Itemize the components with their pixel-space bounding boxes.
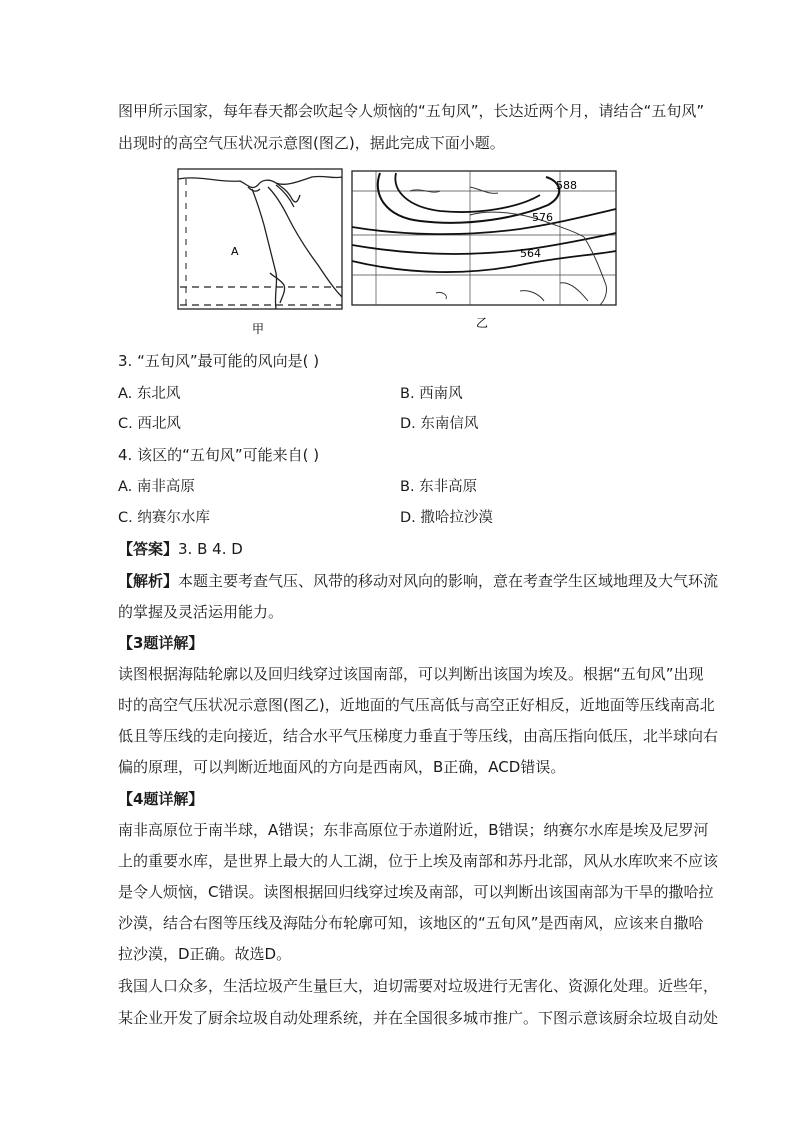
question-4-option-b: B. 东非高原 (400, 479, 478, 495)
detail-4-line-5: 拉沙漠，D正确。故选D。 (118, 945, 292, 963)
map-b-caption: 乙 (476, 316, 489, 330)
detail-3-line-2: 时的高空气压状况示意图(图乙)，近地面的气压高低与高空正好相反，近地面等压线南高北 (118, 696, 715, 714)
detail-4-heading: 【4题详解】 (118, 790, 204, 808)
figure-maps (0, 165, 794, 335)
detail-4-line-4: 沙漠，结合右图等压线及海陆分布轮廓可知，该地区的“五旬风”是西南风，应该来自撒哈 (118, 914, 704, 932)
map-egypt (178, 169, 342, 309)
analysis-label: 【解析】 (118, 572, 179, 590)
answer-line (118, 539, 243, 559)
detail-4-line-2: 上的重要水库，是世界上最大的人工湖，位于上埃及南部和苏丹北部，风从水库吹来不应该 (118, 852, 719, 870)
next-passage-line-2: 某企业开发了厨余垃圾自动处理系统，并在全国很多城市推广。下图示意该厨余垃圾自动处 (118, 1009, 719, 1027)
detail-3-heading: 【3题详解】 (118, 634, 204, 652)
answer-text: 3. B 4. D (178, 540, 243, 558)
isobar-label-564: 564 (520, 247, 541, 260)
next-passage-line-1: 我国人口众多，生活垃圾产生量巨大，迫切需要对垃圾进行无害化、资源化处理。近些年， (118, 977, 719, 995)
analysis-line-1 (118, 571, 718, 591)
detail-3-line-4: 偏的原理，可以判断近地面风的方向是西南风，B正确，ACD错误。 (118, 758, 566, 776)
intro-line-2: 出现时的高空气压状况示意图(图乙)，据此完成下面小题。 (118, 134, 505, 152)
isobar-label-588: 588 (556, 179, 577, 192)
question-4-option-d: D. 撒哈拉沙漠 (400, 510, 493, 526)
detail-3-line-1: 读图根据海陆轮廓以及回归线穿过该国南部，可以判断出该国为埃及。根据“五旬风”出现 (118, 665, 704, 683)
map-a-caption: 甲 (252, 322, 265, 335)
intro-line-1: 图甲所示国家，每年春天都会吹起令人烦恼的“五旬风”，长达近两个月，请结合“五旬风” (118, 102, 705, 120)
detail-4-line-1: 南非高原位于南半球，A错误；东非高原位于赤道附近，B错误；纳赛尔水库是埃及尼罗河 (118, 821, 709, 839)
map-a-region-label: A (231, 245, 239, 258)
answer-label: 【答案】 (118, 540, 179, 558)
question-4-option-a: A. 南非高原 (118, 479, 195, 495)
question-3-stem: 3. “五旬风”最可能的风向是( ) (118, 352, 320, 370)
detail-3-line-3: 低且等压线的走向接近，结合水平气压梯度力垂直于等压线，由高压指向低压，北半球向右 (118, 727, 719, 745)
question-3-option-b: B. 西南风 (400, 386, 463, 402)
question-4-stem: 4. 该区的“五旬风”可能来自( ) (118, 446, 320, 464)
question-4-option-c: C. 纳赛尔水库 (118, 510, 210, 526)
detail-4-line-3: 是令人烦恼，C错误。读图根据回归线穿过埃及南部，可以判断出该国南部为干旱的撒哈拉 (118, 883, 714, 901)
question-3-option-a: A. 东北风 (118, 386, 181, 402)
question-3-option-c: C. 西北风 (118, 416, 181, 432)
question-3-option-d: D. 东南信风 (400, 416, 479, 432)
isobar-label-576: 576 (532, 211, 553, 224)
analysis-text-1: 本题主要考查气压、风带的移动对风向的影响，意在考查学生区域地理及大气环流 (178, 572, 719, 590)
analysis-line-2: 的掌握及灵活运用能力。 (118, 603, 284, 621)
